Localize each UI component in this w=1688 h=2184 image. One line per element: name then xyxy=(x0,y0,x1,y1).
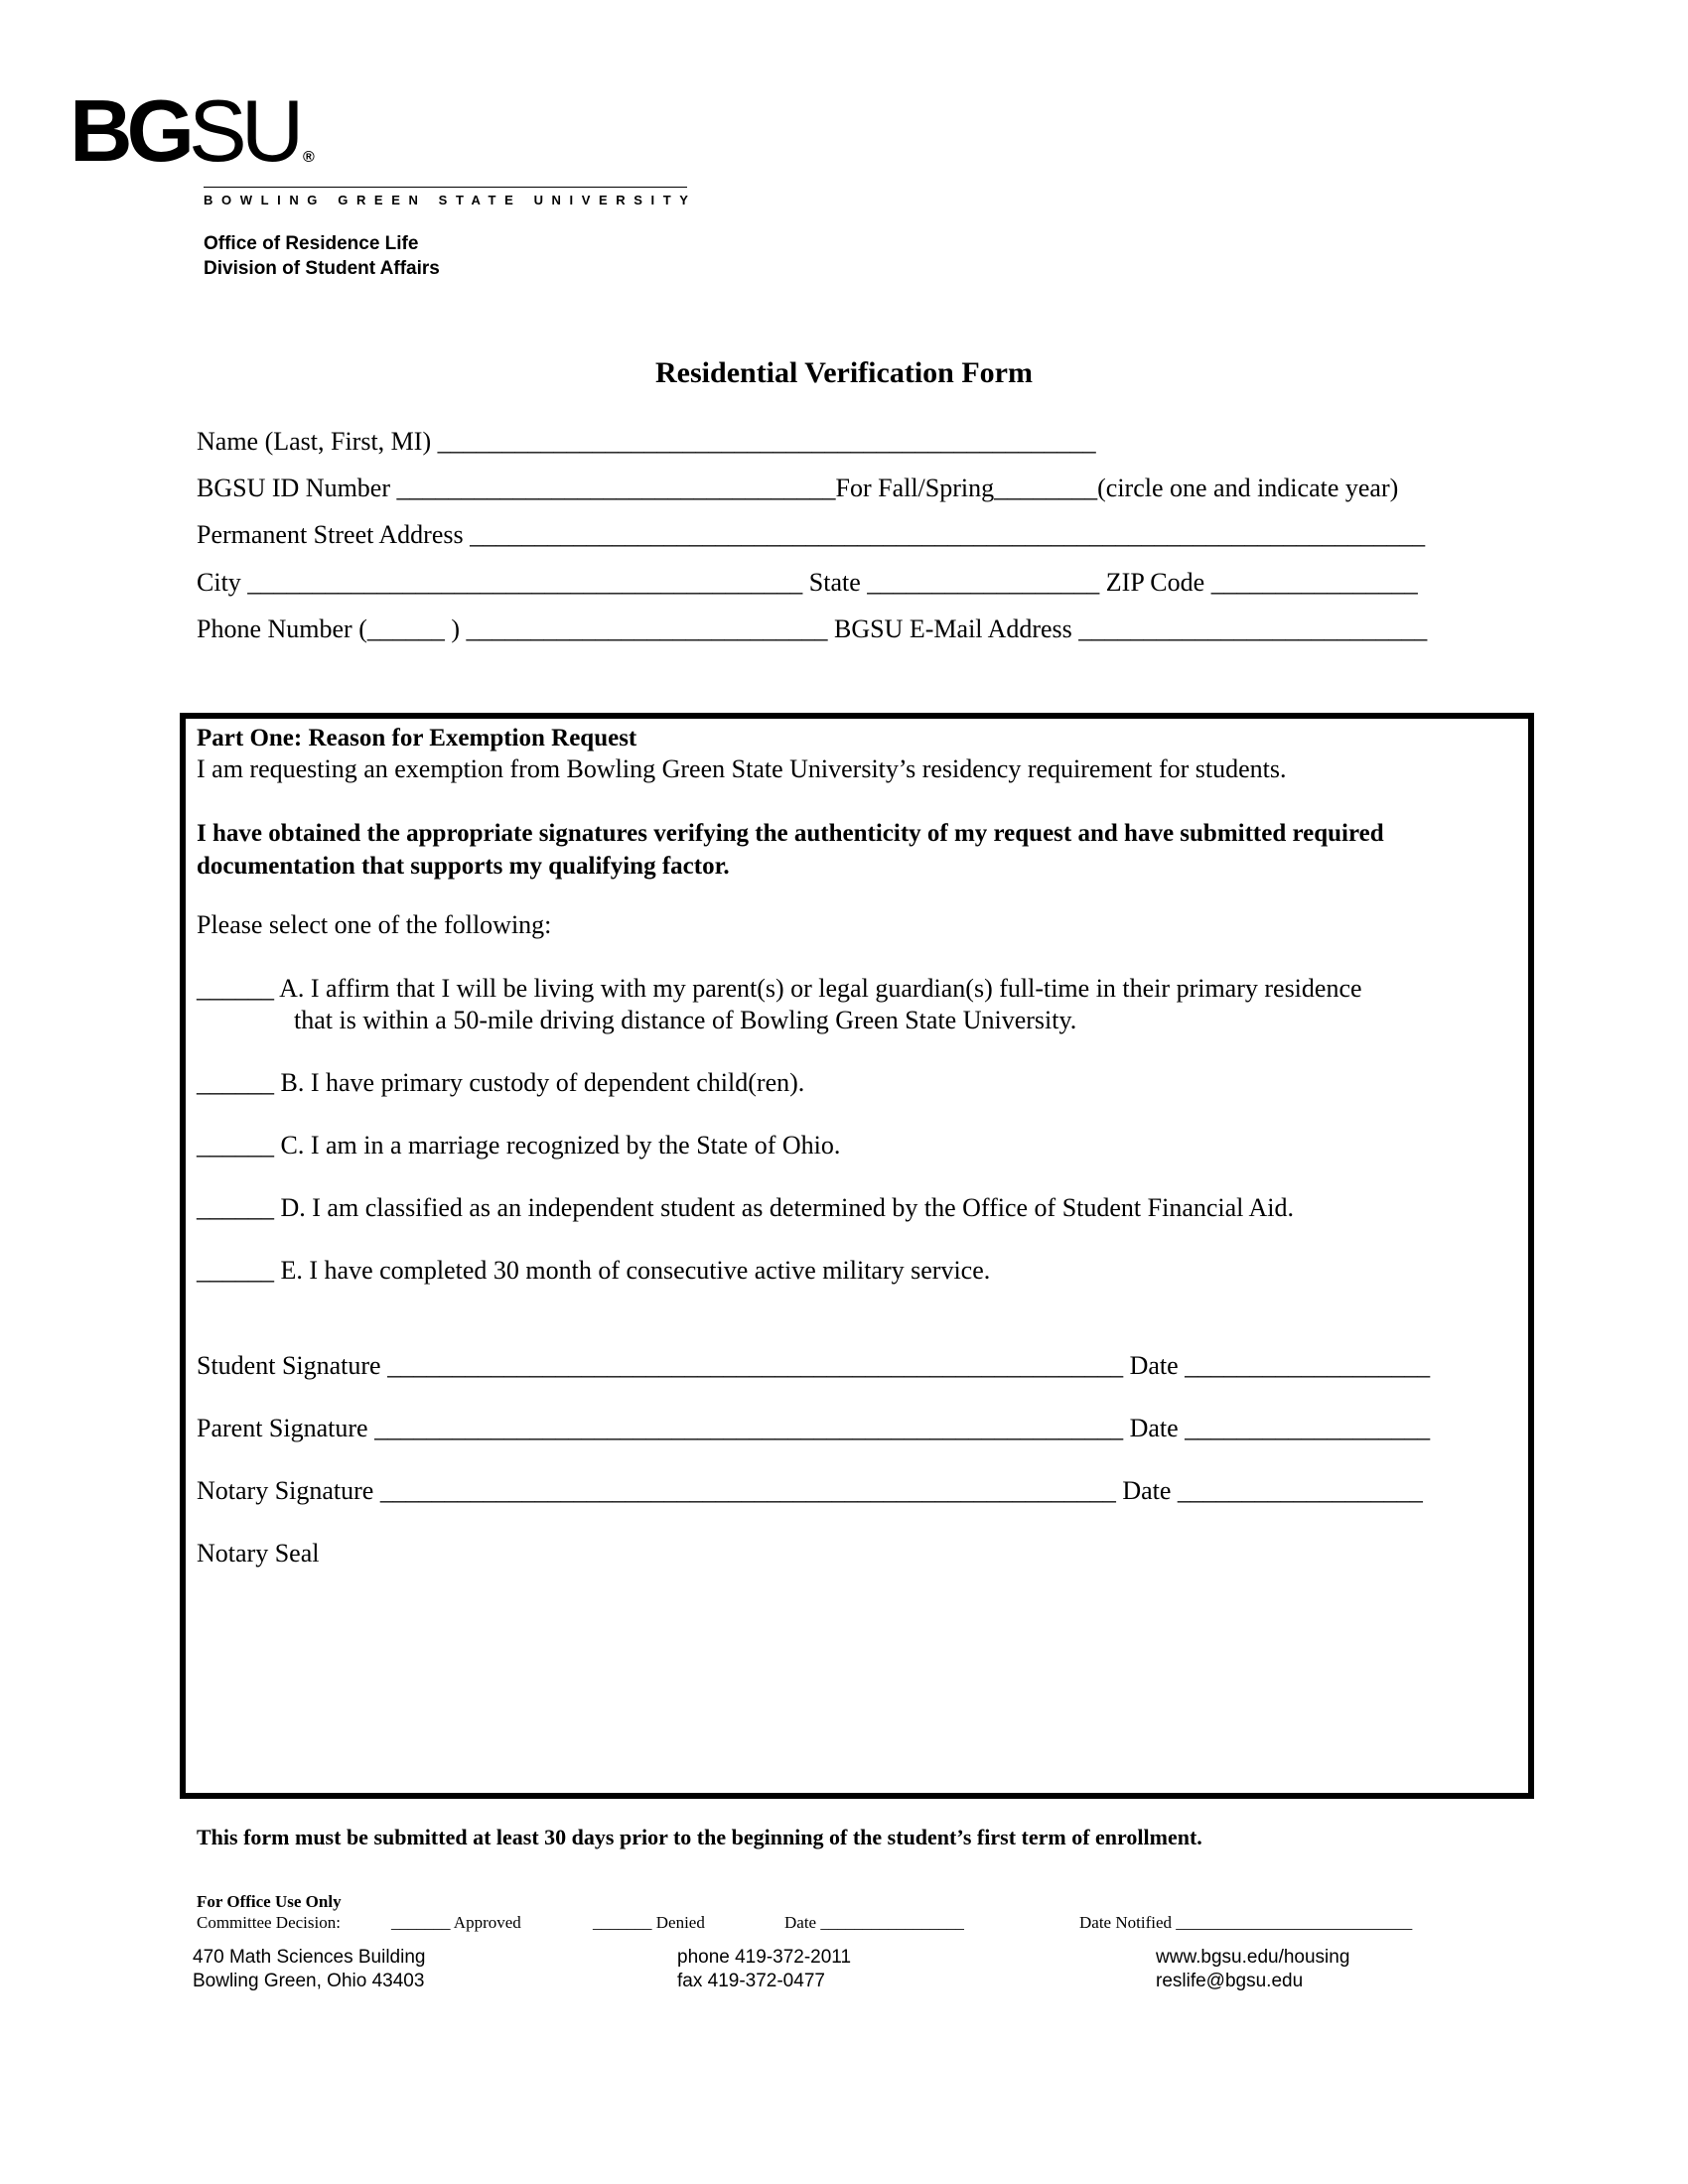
phone-email-field[interactable]: Phone Number (______ ) ____________________________ BGSU E-Mail Address ___________________________ xyxy=(197,614,1428,643)
option-e[interactable]: ______ E. I have completed 30 month of consecutive active military service. xyxy=(197,1256,991,1285)
logo-letters-bold: BG xyxy=(70,81,189,180)
option-d[interactable]: ______ D. I am classified as an independent student as determined by the Office of Student Financial Aid. xyxy=(197,1193,1294,1222)
date-notified-field[interactable]: Date Notified ____________________________ xyxy=(1079,1913,1413,1932)
decision-date-field[interactable]: Date _________________ xyxy=(784,1913,964,1932)
committee-decision-label: Committee Decision: xyxy=(197,1913,341,1932)
footer-address xyxy=(193,1946,425,1993)
form-title: Residential Verification Form xyxy=(655,356,1033,389)
phone-number: phone 419-372-2011 xyxy=(677,1947,852,1968)
name-field[interactable]: Name (Last, First, MI) ___________________________________________________ xyxy=(197,427,1096,456)
street-address: 470 Math Sciences Building xyxy=(193,1947,426,1968)
website-link[interactable]: www.bgsu.edu/housing xyxy=(1156,1947,1350,1968)
notary-signature-field[interactable]: Notary Signature _________________________________________________________ Date ___________________ xyxy=(197,1476,1423,1505)
option-c[interactable]: ______ C. I am in a marriage recognized by the State of Ohio. xyxy=(197,1131,841,1160)
part-one-intro: I am requesting an exemption from Bowling Green State University’s residency requirement for students. xyxy=(197,754,1287,783)
option-a[interactable]: ______ A. I affirm that I will be living with my parent(s) or legal guardian(s) full-time in their primary residence xyxy=(197,974,1362,1003)
logo-rule xyxy=(204,187,687,188)
notary-seal-label: Notary Seal xyxy=(197,1539,320,1568)
logo-subtitle: BOWLING GREEN STATE UNIVERSITY xyxy=(204,193,697,207)
parent-signature-field[interactable]: Parent Signature __________________________________________________________ Date ___________________ xyxy=(197,1414,1431,1442)
part-one-heading: Part One: Reason for Exemption Request xyxy=(197,725,637,751)
city-address: Bowling Green, Ohio 43403 xyxy=(193,1971,425,1991)
footer-web xyxy=(1156,1946,1349,1993)
office-name: Office of Residence Life xyxy=(204,233,419,254)
office-block xyxy=(204,231,440,281)
logo-wordmark xyxy=(70,81,299,180)
id-term-field[interactable]: BGSU ID Number __________________________________For Fall/Spring________(circle one and indicate year) xyxy=(197,474,1399,502)
option-b[interactable]: ______ B. I have primary custody of dependent child(ren). xyxy=(197,1068,805,1097)
signature-statement: I have obtained the appropriate signatures verifying the authenticity of my request and have submitted required documentation that supports my qualifying factor. xyxy=(197,820,1384,880)
division-name: Division of Student Affairs xyxy=(204,258,440,279)
deadline-note: This form must be submitted at least 30 days prior to the beginning of the student’s first term of enrollment. xyxy=(197,1825,1202,1849)
option-a-continued: that is within a 50-mile driving distance of Bowling Green State University. xyxy=(294,1006,1077,1034)
office-use-heading: For Office Use Only xyxy=(197,1892,342,1911)
city-state-zip-field[interactable]: City ___________________________________________ State __________________ ZIP Code ________________ xyxy=(197,568,1418,597)
address-field[interactable]: Permanent Street Address __________________________________________________________________________ xyxy=(197,520,1426,549)
selection-prompt: Please select one of the following: xyxy=(197,910,552,939)
registered-mark: ® xyxy=(303,149,315,166)
email-link[interactable]: reslife@bgsu.edu xyxy=(1156,1971,1304,1991)
logo-letters-light: SU xyxy=(189,81,299,180)
fax-number: fax 419-372-0477 xyxy=(677,1971,825,1991)
footer-contact xyxy=(677,1946,851,1993)
student-signature-field[interactable]: Student Signature _________________________________________________________ Date ___________________ xyxy=(197,1351,1431,1380)
denied-field[interactable]: _______ Denied xyxy=(593,1913,705,1932)
approved-field[interactable]: _______ Approved xyxy=(391,1913,521,1932)
